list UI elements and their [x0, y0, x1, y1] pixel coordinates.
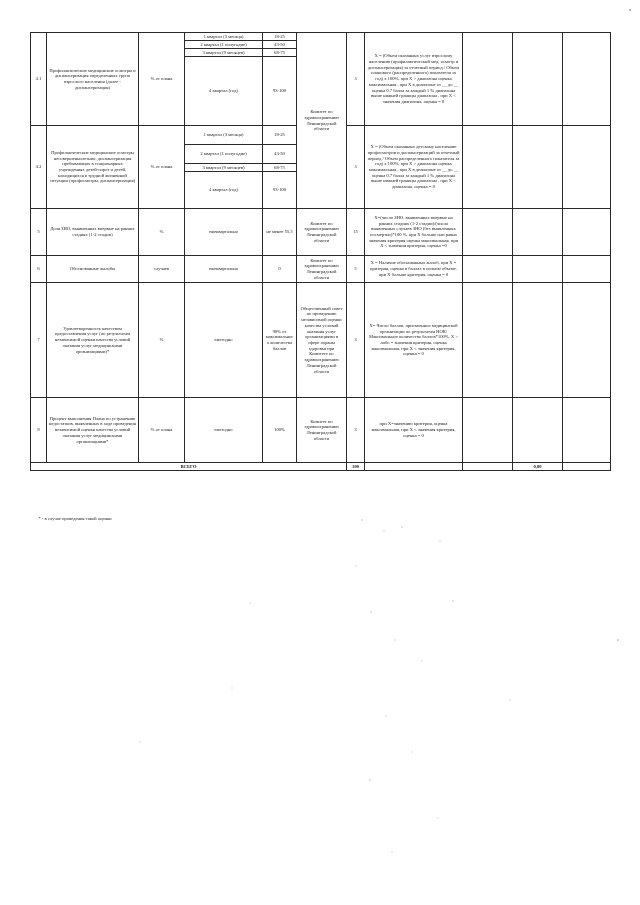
- max-points: 3: [347, 126, 365, 209]
- criterion-value: 100%: [263, 398, 297, 463]
- empty-cell: [563, 126, 611, 209]
- formula: Х = (Объем оказанных услуг взрослому населению (профилактический мед. осмотр и диспансеризация) за отчетный период / Объем планового (распределенного) показателя за год) х 100%, при Х > диапазона оценка максимальная , при Х в диапазоне от __ до __ оценка 0,7 балла за каждый 1 % диапазона выше нижней границы диапазона , при Х < значения диапазона, оценка = 0: [365, 33, 463, 126]
- period: ежеквартально: [185, 209, 263, 256]
- empty-cell: [513, 33, 563, 126]
- empty-cell: [463, 398, 513, 463]
- period: 1 квартал (3 месяца): [185, 33, 263, 41]
- period: ежегодно: [185, 283, 263, 398]
- max-points: 15: [347, 209, 365, 256]
- unit: % от плана: [139, 126, 185, 209]
- unit: %: [139, 283, 185, 398]
- period: 3 квартал (9 месяцев): [185, 164, 263, 172]
- empty-cell: [463, 463, 513, 471]
- criterion-value: 93-100: [263, 172, 297, 209]
- max-points: 3: [347, 33, 365, 126]
- criterion-value: 68-75: [263, 49, 297, 57]
- total-score: 0,00: [513, 463, 563, 471]
- empty-cell: [513, 398, 563, 463]
- criterion-value: 68-75: [263, 164, 297, 172]
- criterion-value: 90% от максимального количества баллов: [263, 283, 297, 398]
- row-number: 6: [31, 256, 47, 283]
- empty-cell: [513, 256, 563, 283]
- unit: %: [139, 209, 185, 256]
- indicator-name: Доля ЗНО, выявленных впервые на ранних стадиях (1-2 стадии): [47, 209, 139, 256]
- unit: % от плана: [139, 398, 185, 463]
- empty-cell: [563, 256, 611, 283]
- empty-cell: [563, 398, 611, 463]
- data-source: Комитет по здравоохранению Ленинградской области: [297, 33, 347, 209]
- period: 4 квартал (год): [185, 172, 263, 209]
- formula: при Х=значению критерия, оценка максимальная, при Х < значения критерия, оценка = 0: [365, 398, 463, 463]
- table-row: [31, 209, 611, 256]
- empty-cell: [513, 209, 563, 256]
- row-number: 7: [31, 283, 47, 398]
- total-points: 100: [347, 463, 365, 471]
- period: 3 квартал (9 месяцев): [185, 49, 263, 57]
- empty-cell: [365, 463, 463, 471]
- row-number: 5: [31, 209, 47, 256]
- max-points: 3: [347, 283, 365, 398]
- table-row: [31, 33, 611, 41]
- empty-cell: [513, 126, 563, 209]
- empty-cell: [463, 209, 513, 256]
- indicator-name: Профилактические медицинские осмотры несовершеннолетних; диспансеризация пребывающих в стационарных учреждениях детей-сирот и детей, находящихся в трудной жизненной ситуации (профосмотры, диспансеризация): [47, 126, 139, 209]
- row-number: 4.2: [31, 126, 47, 209]
- total-row: [31, 463, 611, 471]
- data-source: Комитет по здравоохранению Ленинградской области: [297, 256, 347, 283]
- empty-cell: [563, 33, 611, 126]
- data-source: Комитет по здравоохранению Ленинградской области: [297, 398, 347, 463]
- data-source: Общественный совет по проведению независимой оценки качества условий оказания услуг организациями в сфере охраны здоровья при Комитете по здравоохранению Ленинградской области: [297, 283, 347, 398]
- formula: Х=(число ЗНО, выявленных впервые на ранних стадиях (1-2 стадии)/(число выявленных случаев ЗНО (без выявленных посмертно)*100 %, при Х больше или равно значения критерия оценка максимальная, при Х < значения критерия, оценка =0: [365, 209, 463, 256]
- row-number: 8: [31, 398, 47, 463]
- criterion-value: 43-50: [263, 145, 297, 164]
- indicator-name: Процент выполнения Плана по устранению недостатков, выявленных в ходе проведения независимой оценки качества условий оказания услуг медицинскими организациями*: [47, 398, 139, 463]
- indicator-table: [30, 32, 611, 471]
- period: 2 квартал (1 полугодие): [185, 41, 263, 49]
- empty-cell: [513, 283, 563, 398]
- criterion-value: 0: [263, 256, 297, 283]
- criterion-value: 18-25: [263, 126, 297, 145]
- empty-cell: [563, 209, 611, 256]
- empty-cell: [463, 283, 513, 398]
- table-row: [31, 283, 611, 398]
- indicator-name: Обоснованные жалобы: [47, 256, 139, 283]
- unit: случаев: [139, 256, 185, 283]
- table-row: [31, 398, 611, 463]
- empty-cell: [563, 463, 611, 471]
- indicator-name: Профилактические медицинские осмотры и диспансеризация определенных групп взрослого населения (далее - диспансеризация): [47, 33, 139, 126]
- empty-cell: [463, 256, 513, 283]
- empty-cell: [463, 126, 513, 209]
- period: 1 квартал (3 месяца): [185, 126, 263, 145]
- formula: Х= Число баллов, присвоенное медицинской организации по результатам НОК/Максимальное количество баллов*100%, Х > либо = значения критерия, оценка максимальная, при Х < значения критерия, оценка = 0: [365, 283, 463, 398]
- indicator-name: Удовлетворенность качеством предоставления услуг (по результатам независимой оценки качества условий оказания услуг медицинскими организациями)*: [47, 283, 139, 398]
- period: ежегодно: [185, 398, 263, 463]
- period: 4 квартал (год): [185, 57, 263, 126]
- criterion-value: 43-50: [263, 41, 297, 49]
- period: 2 квартал (1 полугодие): [185, 145, 263, 164]
- formula: Х = Наличие обоснованных жалоб, при Х = критерия, оценка в баллах в полном объеме, при Х больше критерия, оценка = 0: [365, 256, 463, 283]
- unit: % от плана: [139, 33, 185, 126]
- table-row: [31, 256, 611, 283]
- period: ежеквартально: [185, 256, 263, 283]
- empty-cell: [463, 33, 513, 126]
- max-points: 3: [347, 398, 365, 463]
- criterion-value: не менее 55,5: [263, 209, 297, 256]
- criterion-value: 18-25: [263, 33, 297, 41]
- total-label: ВСЕГО: [31, 463, 347, 471]
- formula: Х = (Объем оказанных детскому населению профосмотров и диспансеризаций за отчетный период / Объем распределенного показателя за год) х 100%, при Х > диапазона оценка максимальная , при Х в диапазоне от __ до __ оценка 0,7 балла за каждый 1 % диапазона выше нижней границы диапазона , при Х < диапазона, оценка = 0: [365, 126, 463, 209]
- footnote: * - в случае проведения такой оценки: [38, 516, 112, 521]
- row-number: 4.1: [31, 33, 47, 126]
- criterion-value: 93-100: [263, 57, 297, 126]
- max-points: 5: [347, 256, 365, 283]
- empty-cell: [563, 283, 611, 398]
- data-source: Комитет по здравоохранению Ленинградской области: [297, 209, 347, 256]
